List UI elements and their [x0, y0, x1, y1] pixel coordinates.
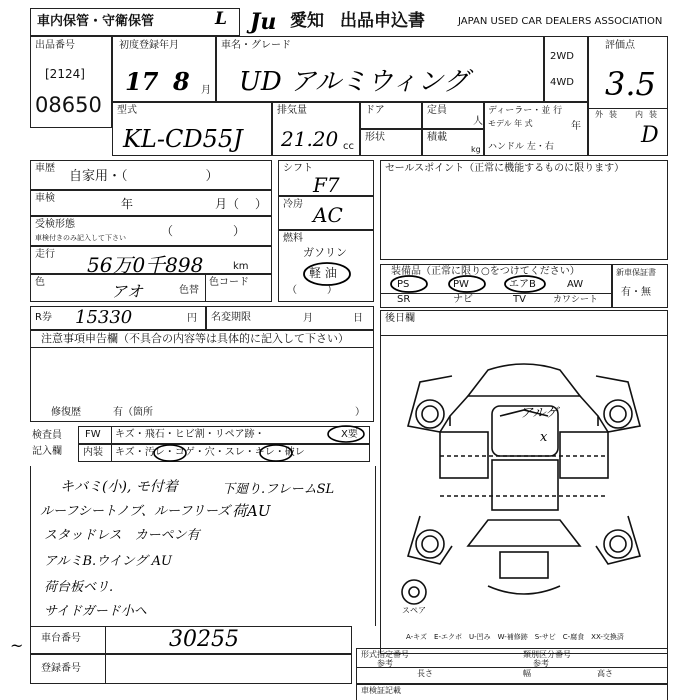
drive-2wd: 2WD	[550, 51, 574, 62]
equip-aw: AW	[567, 279, 584, 290]
inspection-cell	[30, 190, 272, 216]
lot-cell	[30, 36, 112, 128]
org-name: 愛知	[290, 11, 324, 31]
shift-label: シフト	[283, 163, 313, 174]
spec-box-2	[356, 684, 668, 700]
ju-logo	[250, 10, 290, 34]
spec-f3: 長さ	[417, 669, 433, 678]
history-value: 自家用・（ ）	[69, 169, 219, 184]
equip-sr: SR	[397, 294, 411, 305]
name-change-label: 名変期限	[211, 312, 251, 323]
receive-cell	[30, 216, 272, 246]
notes-label: 注意事項申告欄（不具合の内容等は具体的に記入して下さい）	[41, 332, 349, 345]
spec-f2: 類別区分番号	[523, 650, 571, 659]
check-interior: 内装	[83, 447, 103, 458]
memo-line-8: 荷AU	[232, 502, 271, 520]
inspection-label: 車検	[35, 193, 55, 204]
lot-label: 出品番号	[35, 40, 75, 51]
dealer-line2-year: 年	[571, 121, 581, 132]
r-ticket-cell	[30, 306, 206, 330]
score-label: 評価点	[605, 40, 635, 51]
fuel-cell	[278, 230, 374, 302]
receive-sub: 車検付きのみ記入して下さい	[35, 234, 126, 242]
new-warranty-value: 有・無	[621, 287, 651, 298]
equipment-label: 装備品（正常に限り○をつけてください）	[391, 266, 580, 277]
spec-f1b: 参考	[377, 659, 393, 668]
inspection-close: ）	[255, 197, 268, 211]
fuel-diesel: 軽 油	[309, 266, 337, 280]
equipment-cell	[380, 264, 612, 308]
chassis-value: 30255	[169, 627, 239, 652]
name-change-cell	[206, 306, 374, 330]
name-change-month: 月	[303, 313, 313, 324]
model-value: KL-CD55J	[123, 125, 243, 153]
equip-tv: TV	[513, 294, 526, 305]
dealer-line2: モデル 年 式	[488, 119, 533, 128]
check-row1-items: キズ・飛石・ヒビ割・リペア跡・	[115, 429, 265, 440]
new-warranty-label: 新車保証書	[616, 268, 656, 277]
ac-label: 冷房	[283, 199, 303, 210]
model-label: 型式	[117, 105, 137, 116]
color-cell	[30, 274, 272, 302]
association-name: JAPAN USED CAR DEALERS ASSOCIATION	[458, 16, 663, 27]
equip-airbag: エアB	[509, 279, 536, 290]
repair-close: ）	[355, 407, 365, 418]
sales-point-cell	[380, 160, 668, 260]
spec-f6: 車検証記載	[361, 686, 401, 695]
model-cell	[112, 102, 272, 156]
spec-f2b: 参考	[533, 659, 549, 668]
score-sub-3: 内	[635, 110, 643, 119]
car-name-label: 車名・グレード	[221, 40, 291, 51]
displacement-label: 排気量	[277, 105, 307, 116]
check-fw: FW	[85, 429, 101, 440]
shift-cell	[278, 160, 374, 196]
score-sub-4: 装	[649, 110, 657, 119]
notes-cell	[30, 330, 374, 422]
diagram-mark: x	[540, 430, 548, 445]
storage-box	[30, 8, 240, 36]
ju-logo-icon	[250, 10, 290, 34]
dealer-cell	[484, 102, 588, 156]
spec-box	[356, 648, 668, 684]
drive-4wd: 4WD	[550, 77, 574, 88]
check-row-circles	[78, 424, 378, 464]
load-label: 積載	[427, 132, 447, 143]
chassis-cell	[30, 626, 352, 654]
memo-line-3: スタッドレス カーペン有	[44, 528, 200, 543]
name-change-day: 日	[353, 313, 363, 324]
vehicle-diagram	[380, 356, 668, 616]
first-reg-month: 8	[173, 67, 190, 96]
shape-cell	[360, 129, 422, 156]
equip-ps: PS	[397, 279, 410, 290]
damage-legend: A-キズ E-エクボ U-凹み W-補修跡 S-サビ C-腐食 XX-交換済	[406, 633, 624, 641]
drive-cell	[544, 36, 588, 102]
car-name-value: UD アルミウィング	[239, 67, 469, 97]
ac-cell	[278, 196, 374, 230]
score-cell	[588, 36, 668, 156]
equip-circles	[387, 273, 587, 293]
load-cell	[422, 129, 484, 156]
first-reg-label: 初度登録年月	[119, 40, 179, 51]
memo-line-2: ルーフシートノブ、ルーフリーズ	[40, 504, 231, 519]
rear-label: 後日欄	[385, 313, 415, 324]
equip-seat: カワシート	[553, 295, 599, 305]
repair-value: 有（箇所	[113, 407, 153, 418]
sales-point-label: セールスポイント（正常に機能するものに限ります）	[385, 163, 625, 174]
inspection-month: 月（	[215, 197, 240, 211]
spec-f1: 形式指定番号	[361, 650, 409, 659]
r-ticket-label: R券	[35, 312, 52, 323]
mileage-cell	[30, 246, 272, 277]
memo-line-4: アルミB.ウイング AU	[44, 554, 172, 569]
inspector-label-2: 記入欄	[32, 446, 62, 457]
ac-value: AC	[313, 203, 343, 227]
storage-mark: L	[215, 9, 227, 29]
first-reg-cell	[112, 36, 216, 102]
diagram-note: アルゲ	[520, 406, 559, 421]
score-interior: D	[641, 123, 659, 148]
memo-line-6: サイドガード小ヘ	[44, 604, 147, 619]
memo-line-1: キバミ(小), モ付着	[60, 479, 178, 495]
shape-label: 形状	[365, 132, 385, 143]
check-row1-end: X要	[341, 429, 358, 440]
chassis-label: 車台番号	[41, 633, 81, 644]
mileage-unit: km	[233, 261, 249, 272]
new-warranty-cell	[612, 264, 668, 308]
displacement-value: 21.20	[281, 127, 339, 151]
color-value: アオ	[111, 282, 143, 301]
registration-label: 登録番号	[41, 663, 81, 674]
history-label: 車歴	[35, 163, 55, 174]
history-cell	[30, 160, 272, 190]
dealer-line1: ディーラー・並 行	[488, 106, 563, 116]
score-sub-1: 外	[595, 110, 603, 119]
capacity-label: 定員	[427, 105, 447, 116]
displacement-unit: cc	[343, 141, 354, 152]
score-sub-2: 装	[609, 110, 617, 119]
r-ticket-unit: 円	[187, 313, 197, 324]
fuel-label: 燃料	[283, 233, 303, 244]
score-value: 3.5	[605, 65, 656, 103]
receive-paren: （ ）	[161, 224, 246, 238]
registration-cell	[30, 654, 352, 684]
mileage-value: 56万0千898	[87, 253, 204, 277]
rear-cell	[380, 310, 668, 336]
load-unit: kg	[471, 145, 481, 154]
fuel-gasoline: ガソリン	[303, 246, 347, 259]
memo-line-5: 荷台板ベリ.	[44, 580, 114, 595]
diagram-spare: スペア	[402, 606, 426, 615]
form-title: 出品申込書	[340, 11, 425, 31]
memo-line-7: 下廻り.フレームSL	[222, 482, 335, 497]
door-label: ドア	[365, 105, 385, 116]
shift-value: F7	[313, 173, 340, 197]
storage-label: 車内保管・守衛保管	[37, 14, 155, 29]
spec-f5: 高さ	[597, 669, 613, 678]
door-cell	[360, 102, 422, 129]
color-code: 色コード	[209, 277, 249, 288]
capacity-unit: 人	[473, 116, 483, 127]
repair-label: 修復歴	[51, 407, 81, 418]
lot-number: 08650	[35, 93, 102, 117]
lot-code: [2124]	[45, 67, 85, 81]
receive-label: 受検形態	[35, 219, 75, 230]
inspector-label: 検査員	[32, 430, 62, 441]
mileage-label: 走行	[35, 249, 55, 260]
color-change: 色替	[179, 285, 199, 296]
color-label: 色	[35, 277, 45, 288]
svg-text:Ju: Ju	[250, 9, 277, 35]
fuel-paren: （ ）	[287, 285, 337, 296]
first-reg-month-unit: 月	[201, 85, 211, 96]
displacement-cell	[272, 102, 360, 156]
inspection-year: 年	[121, 197, 134, 211]
margin-mark: ~	[10, 636, 24, 655]
car-name-cell	[216, 36, 544, 102]
r-ticket-value: 15330	[75, 307, 133, 328]
first-reg-year: 17	[125, 67, 159, 96]
check-row2-items: キズ・汚レ・コゲ・穴・スレ・キレ・破レ	[115, 447, 305, 458]
capacity-cell	[422, 102, 484, 129]
dealer-line3: ハンドル 左・右	[488, 142, 554, 152]
equip-navi: ナビ	[453, 294, 473, 305]
equip-pw: PW	[453, 279, 469, 290]
spec-f4: 幅	[523, 669, 531, 678]
